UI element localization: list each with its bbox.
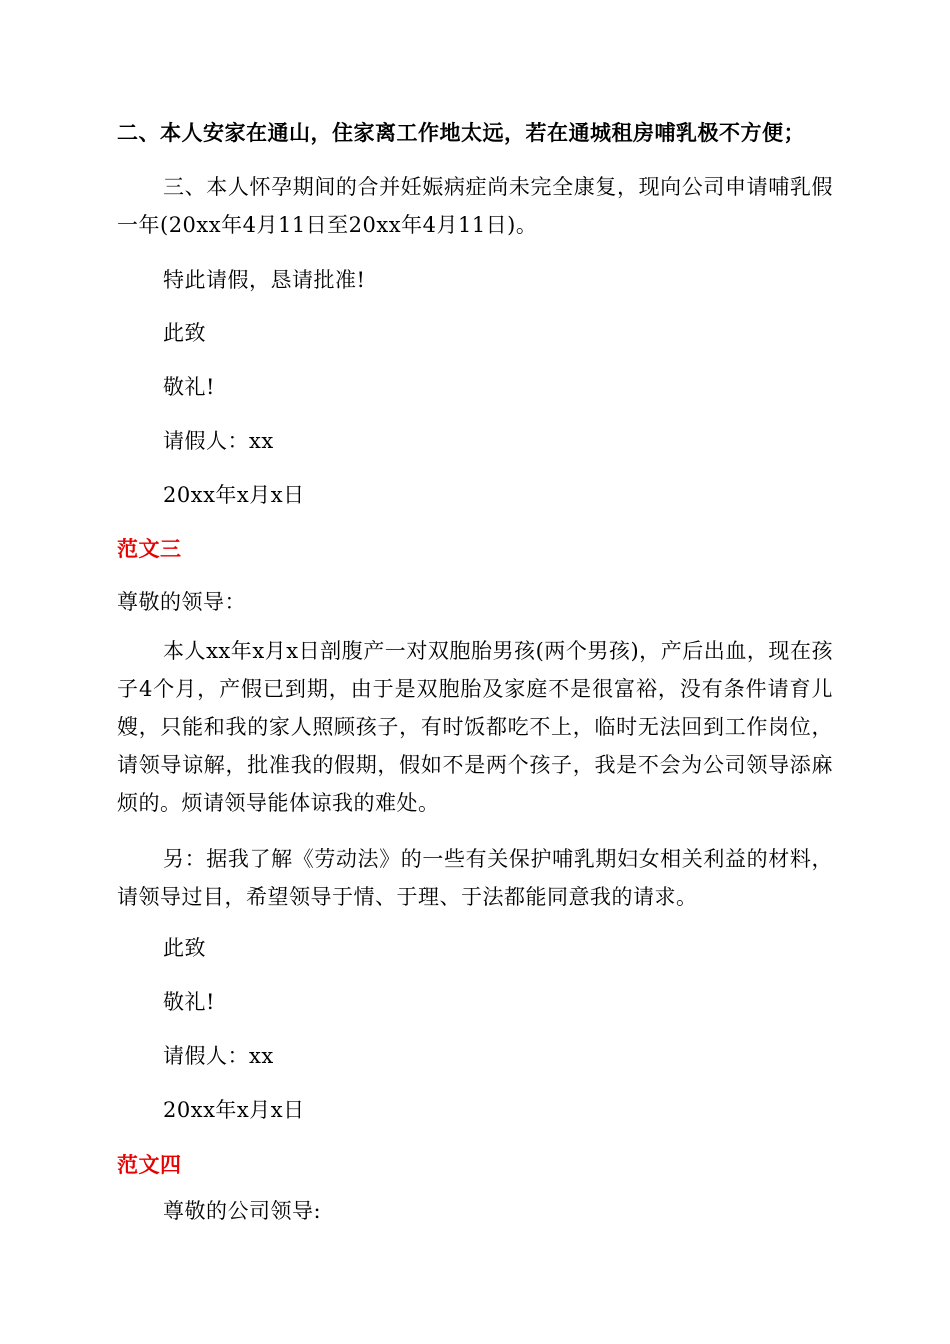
section-heading-three: 范文三: [117, 537, 182, 561]
date-line-2: 20xx年x月x日: [163, 1098, 305, 1122]
salute-line-2: 敬礼!: [163, 990, 215, 1014]
special-request-line: 特此请假，恳请批准!: [163, 268, 366, 292]
date-line-1: 20xx年x月x日: [163, 483, 305, 507]
greeting-four: 尊敬的公司领导:: [163, 1199, 322, 1223]
reason-three-paragraph: 三、本人怀孕期间的合并妊娠病症尚未完全康复，现向公司申请哺乳假一年(20xx年4月11日至20xx年4月11日)。: [117, 175, 833, 237]
closing-line-1: 此致: [163, 321, 206, 345]
closing-line-2: 此致: [163, 936, 206, 960]
body-three-paragraph-2: 另：据我了解《劳动法》的一些有关保护哺乳期妇女相关利益的材料，请领导过目，希望领导于情、于理、于法都能同意我的请求。: [117, 847, 833, 909]
greeting-three: 尊敬的领导：: [117, 590, 246, 614]
section-heading-four: 范文四: [117, 1153, 182, 1177]
requester-line-2: 请假人：xx: [163, 1044, 274, 1068]
requester-line-1: 请假人：xx: [163, 429, 274, 453]
body-three-paragraph-1: 本人xx年x月x日剖腹产一对双胞胎男孩(两个男孩)，产后出血，现在孩子4个月，产假已到期，由于是双胞胎及家庭不是很富裕，没有条件请育儿嫂，只能和我的家人照顾孩子，有时饭都吃不上，临时无法回到工作岗位，请领导谅解，批准我的假期，假如不是两个孩子，我是不会为公司领导添麻烦的。烦请领导能体谅我的难处。: [117, 639, 833, 815]
reason-two-line: 二、本人安家在通山，住家离工作地太远，若在通城租房哺乳极不方便；: [117, 121, 805, 145]
salute-line-1: 敬礼!: [163, 375, 215, 399]
